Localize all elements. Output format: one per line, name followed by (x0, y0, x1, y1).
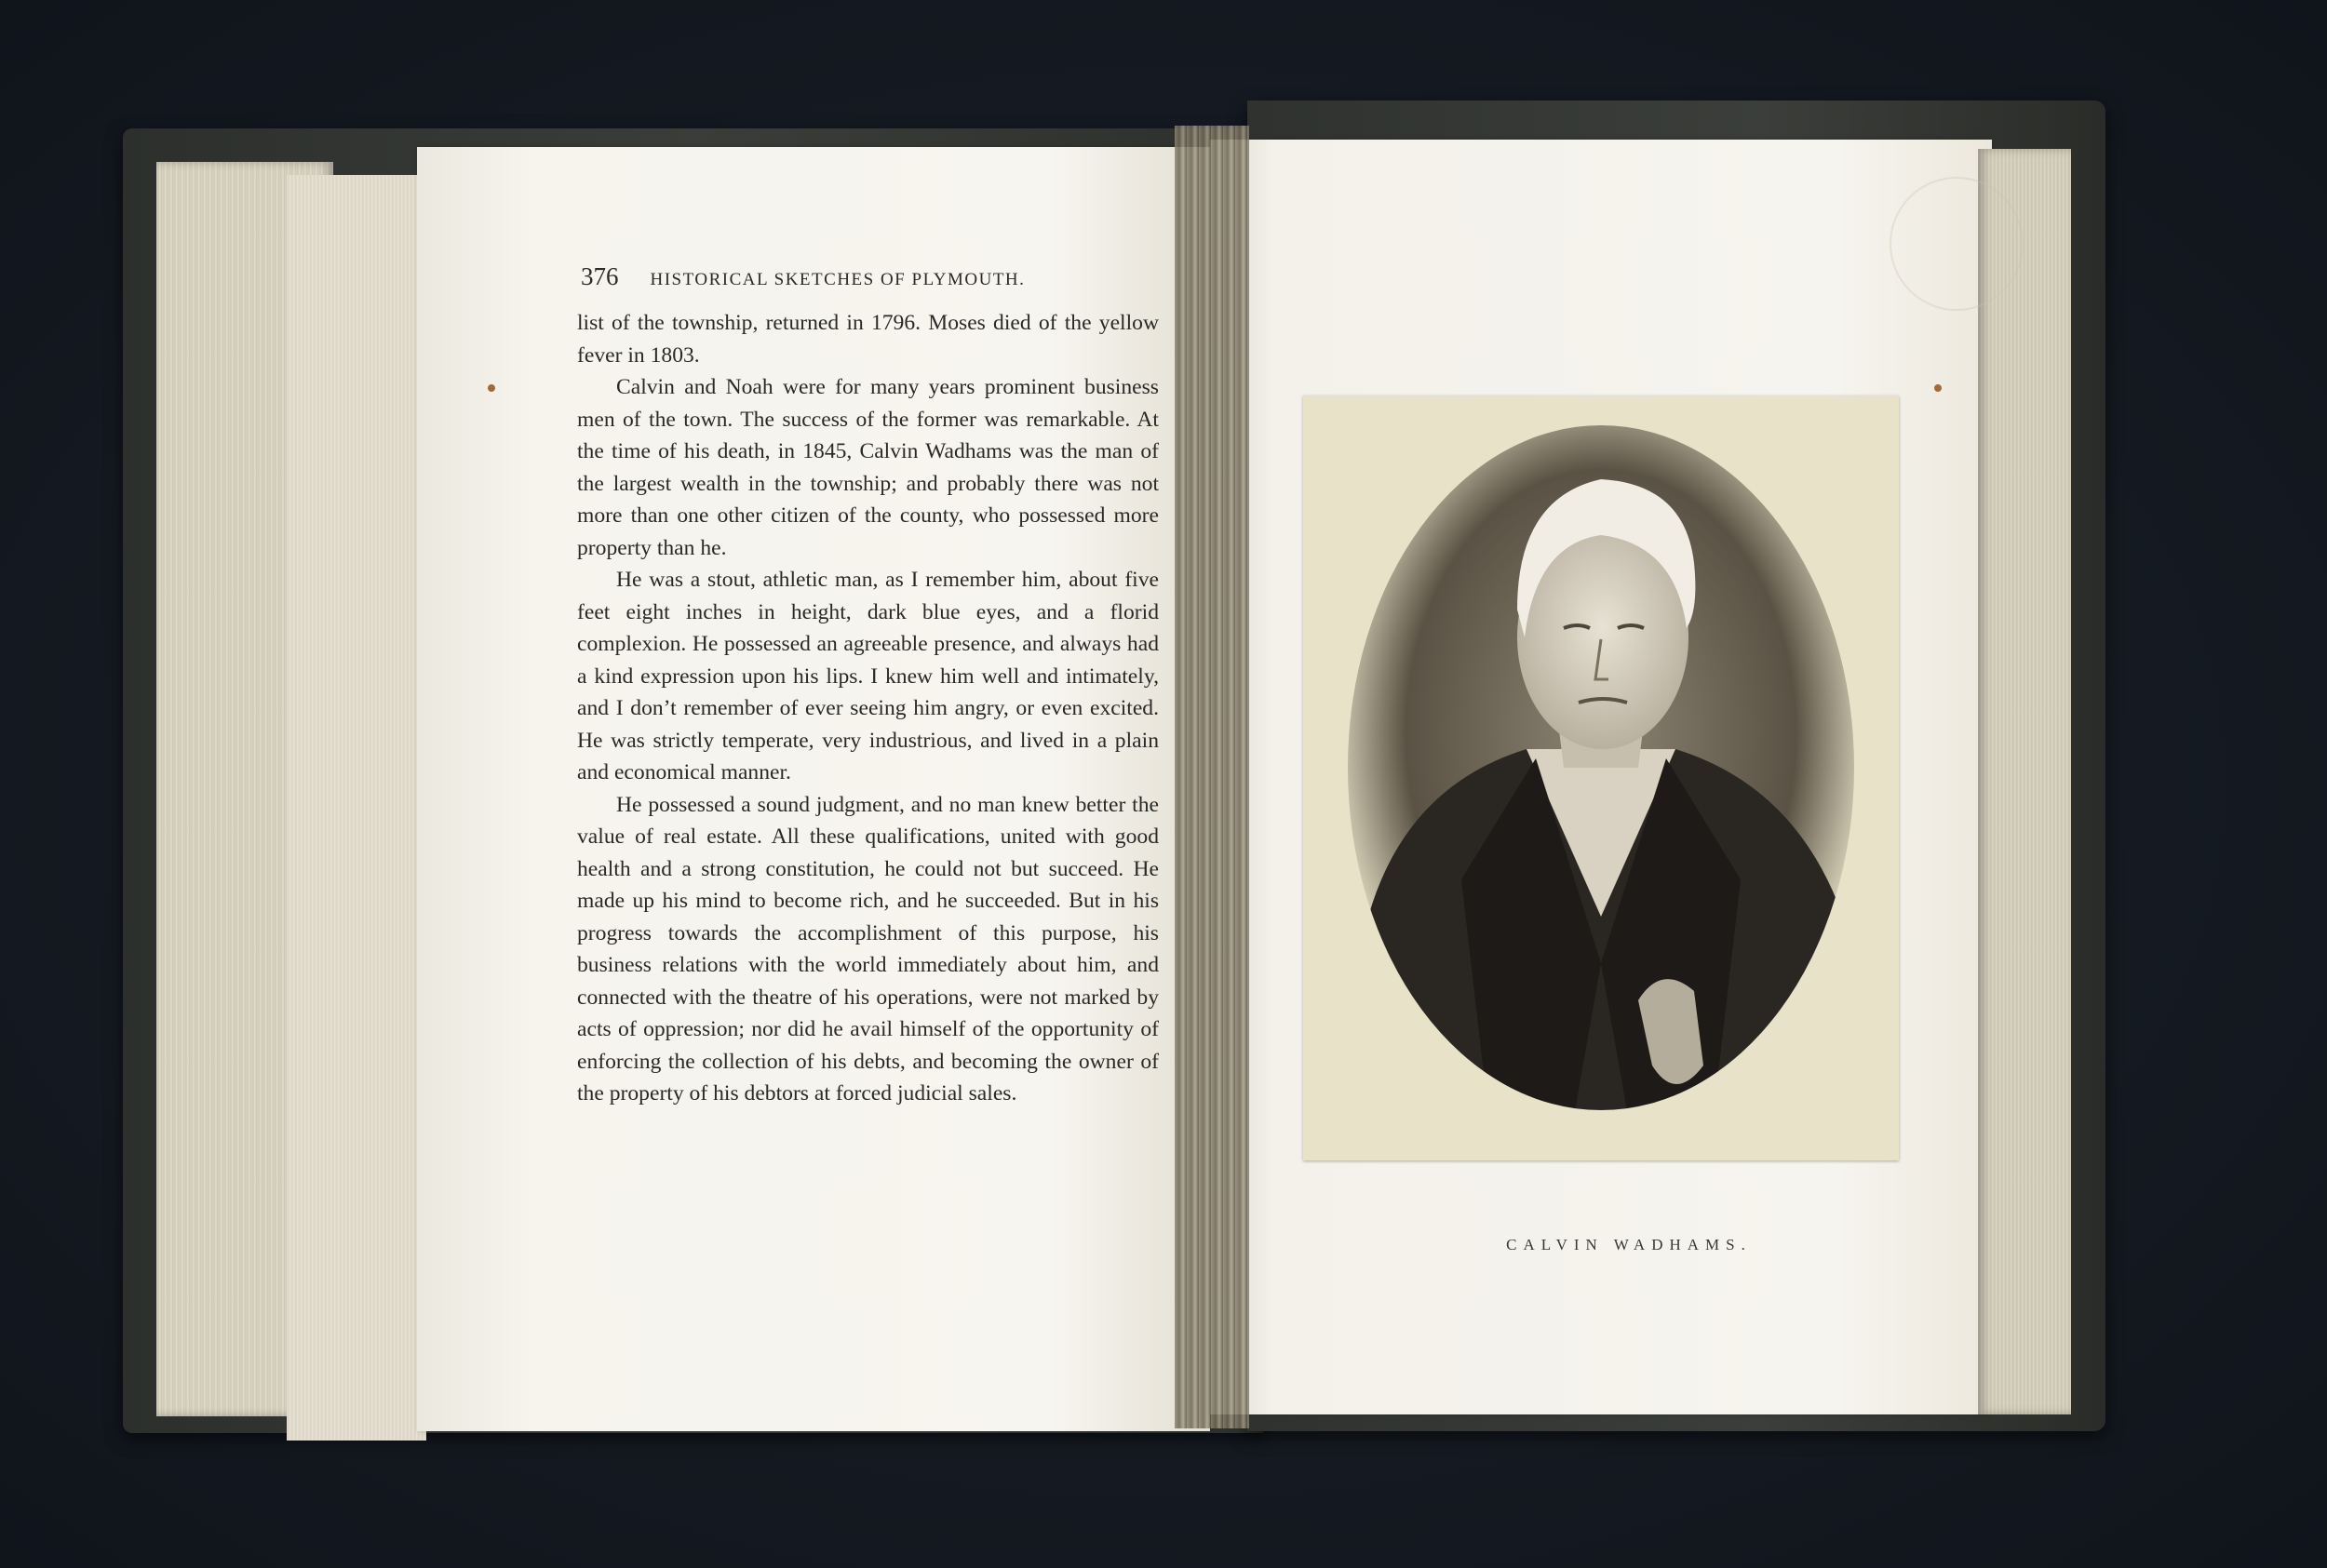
book-gutter (1175, 126, 1249, 1428)
paragraph: He possessed a sound judgment, and no man knew better the value of real estate. All these qualifications, united with good health and a strong constitution, he could not but succeed. He made up his mind to become rich, and he succeeded. But in his progress towards the accomplishment of this purpose, his business relations with the world immediately about him, and connected with the theatre of his operations, were not marked by acts of oppression; nor did he avail himself of the opportunity of enforcing the collection of his debts, and becoming the owner of the property of his debtors at forced judicial sales. (577, 792, 1159, 1106)
paragraph: Calvin and Noah were for many years prominent business men of the town. The success of the former was remarkable. At the time of his death, in 1845, Calvin Wadhams was the man of the largest wealth in the township; and probably there was not more than one other citizen of the county, who possessed more property than he. (577, 375, 1159, 560)
running-head (581, 262, 1158, 300)
portrait-photograph (1303, 395, 1899, 1160)
blind-stamp (1890, 177, 2024, 311)
running-title: HISTORICAL SKETCHES OF PLYMOUTH. (650, 270, 1026, 289)
portrait-caption: CALVIN WADHAMS. (1506, 1236, 1752, 1253)
paragraph: He was a stout, athletic man, as I remember him, about five feet eight inches in height, dark blue eyes, and a florid complexion. He possessed an agreeable presence, and always had a kind expression upon his lips. I knew him well and intimately, and I don’t remember of ever seeing him angry, or even excited. He was strictly temperate, very industrious, and lived in a plain and economical manner. (577, 568, 1159, 784)
paragraph: list of the township, returned in 1796. Moses died of the yellow fever in 1803. (577, 311, 1159, 368)
portrait-image (1303, 395, 1899, 1160)
right-page-edges (1978, 149, 2071, 1414)
page-number: 376 (581, 262, 619, 290)
foxing-spot (488, 384, 495, 392)
foxing-spot (1934, 384, 1942, 392)
left-page-edges-inner (287, 175, 426, 1441)
body-text (577, 307, 1159, 1110)
